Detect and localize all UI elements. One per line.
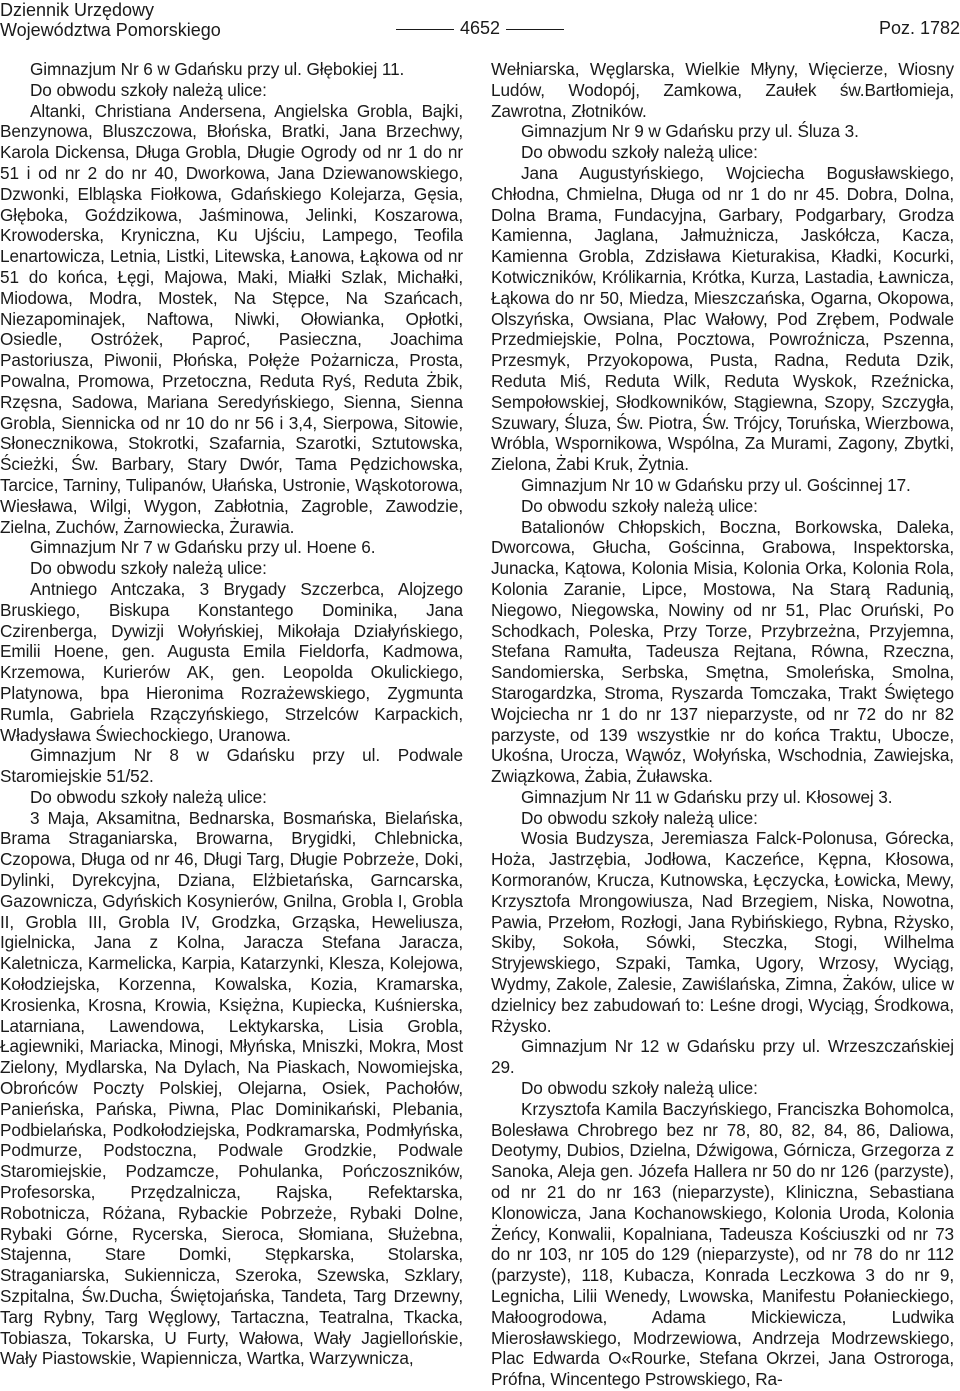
page-number-dash-right [506, 29, 564, 30]
school-8-streets: 3 Maja, Aksamitna, Bednarska, Bosmańska, Bielańska, Brama Straganiarska, Browarna, Brygidki, Chlebnicka, Czopowa, Długa od nr 46, Długi Targ, Długie Pobrzeże, Doki, Dylinki, Dyrekcyjna, Dziana, Elżbietańska, Garncarska, Gazownicza, Gdyńskich Kosynierów, Gnilna, Grobla I, Grobla II, Grobla III, Grobla IV, Grodzka, Grząska, Heweliusza, Igielnicka, Jana z Kolna, Jaracza Stefana Jaracza, Kaletnicza, Karmelicka, Karpia, Katarzynki, Klesza, Kolejowa, Kołodziejska, Korzenna, Kowalska, Kozia, Kramarska, Krosienka, Krosna, Krowia, Księżna, Kupiecka, Kuśnierska, Latarniana, Lawendowa, Lektykarska, Lisia Grobla, Łagiewniki, Mariacka, Minogi, Młyńska, Mniszki, Mokra, Most Zielony, Mydlarska, Na Dylach, Na Piaskach, Nowomiejska, Obrońców Poczty Polskiej, Olejarna, Osiek, Pachołów, Panieńska, Pańska, Piwna, Plac Dominikański, Plebania, Podbielańska, Podkołodziejska, Podkramarska, Podmłyńska, Podmurze, Podstoczna, Podwale Grodzkie, Podwale Staromiejskie, Podzamcze, Pohulanka, Pończoszników, Profesorska, Przędzalnicza, Rajska, Refektarska, Robotnicza, Różana, Rybackie Pobrzeże, Rybaki Dolne, Rybaki Górne, Rycerska, Sieroca, Słomiana, Służebna, Stajenna, Stare Domki, Stępkarska, Stolarska, Straganiarska, Sukiennicza, Szeroka, Szewska, Szklary, Szpitalna, Św.Ducha, Świętojańska, Tandeta, Targ Drzewny, Targ Rybny, Targ Węglowy, Tartaczna, Teatralna, Tkacka, Tobiasza, Tokarska, U Furty, Wałowa, Wały Jagiellońskie, Wały Piastowskie, Wapiennicza, Wartka, Warzywnicza, [0, 807, 463, 1369]
school-10-title: Gimnazjum Nr 10 w Gdańsku przy ul. Gościnnej 17. [521, 474, 911, 495]
school-11-title: Gimnazjum Nr 11 w Gdańsku przy ul. Kłosowej 3. [521, 786, 893, 807]
right-column [491, 59, 954, 1389]
school-7-title: Gimnazjum Nr 7 w Gdańsku przy ul. Hoene 6. [30, 537, 376, 558]
school-9-streets: Jana Augustyńskiego, Wojciecha Bogusławskiego, Chłodna, Chmielna, Długa od nr 1 do nr 45. Dobra, Dolna, Dolna Brama, Fundacyjna, Garbary, Podgarbary, Grodza Kamienna, Jaglana, Jałmużnicza, Jaskółcza, Kacza, Kamienna Grobla, Zdzisława Kieturakisa, Kładki, Kocurki, Kotwiczników, Królikarnia, Krótka, Kurza, Lastadia, Ławnicza, Łąkowa do nr 50, Miedza, Mieszczańska, Ogarna, Okopowa, Olszyńska, Owsiana, Plac Wałowy, Pod Zrębem, Podwale Przedmiejskie, Polna, Pocztowa, Powroźnicza, Pszenna, Przesmyk, Przyokopowa, Pusta, Radna, Reduta Dzik, Reduta Miś, Reduta Wilk, Reduta Wyskok, Rzeźnicka, Sempołowskiej, Słodkowników, Stągiewna, Szopy, Szczygła, Szuwary, Śluza, Św. Piotra, Św. Trójcy, Toruńska, Wierzbowa, Wróbla, Wspornikowa, Wspólna, Za Murami, Zagony, Zbytki, Zielona, Żabi Kruk, Żytnia. [491, 162, 954, 475]
school-9-title: Gimnazjum Nr 9 w Gdańsku przy ul. Śluza 3. [521, 121, 859, 142]
school-6-streets: Altanki, Christiana Andersena, Angielska Grobla, Bajki, Benzynowa, Bluszczowa, Błońska, Bratki, Jana Brzechwy, Karola Dickensa, Długa Grobla, Długie Ogrody od nr 1 do nr 51 i od nr 2 do nr 40, Dworkowa, Jana Dziewanowskiego, Dzwonki, Elbląska Fiołkowa, Gdańskiego Kolejarza, Gęsia, Głęboka, Goździkowa, Jaśminowa, Jelinki, Koszarowa, Krowoderska, Kryniczna, Ku Ujściu, Lampego, Teofila Lenartowicza, Letnia, Listki, Litewska, Łanowa, Łąkowa od nr 51 do końca, Łęgi, Majowa, Maki, Miałki Szlak, Michałki, Miodowa, Modra, Mostek, Na Stępce, Na Szańcach, Niezapominajek, Naftowa, Niwki, Ołowianka, Opłotki, Osiedle, Ostróżek, Paproć, Pasieczna, Joachima Pastoriusza, Piwonii, Płońska, Połęże Pożarnicza, Prosta, Powalna, Promowa, Przetoczna, Reduta Ryś, Reduta Żbik, Rzęsna, Sadowa, Mariana Seredyńskiego, Sienna, Sienna Grobla, Siennicka od nr 10 do nr 56 i 3,4, Sierpowa, Sitowie, Słonecznikowa, Stokrotki, Szafarnia, Szarotki, Sztutowska, Ścieżki, Św. Barbary, Stary Dwór, Tama Pędzichowska, Tarcice, Tarniny, Tulipanów, Ułańska, Ustronie, Wąskotorowa, Wiesława, Wilgi, Wygon, Zabłotnia, Zagroble, Zawodzie, Zielna, Zuchów, Żarnowiecka, Żurawia. [0, 100, 463, 537]
school-11-streets: Wosia Budzysza, Jeremiasza Falck-Polonusa, Górecka, Hoża, Jastrzębia, Jodłowa, Kaczeńce, Kępna, Kłosowa, Kormoranów, Krucza, Kutnowska, Łęczycka, Łowicka, Mewy, Krzysztofa Mrongowiusza, Nad Brzegiem, Niska, Nowotna, Pawia, Przełom, Rozłogi, Jana Rybińskiego, Rybna, Rżysko, Skiby, Sokoła, Sówki, Steczka, Stogi, Wilhelma Stryjewskiego, Szpaki, Tamka, Ugory, Wrzosy, Wyciąg, Wydmy, Zakole, Zalesie, Zawiślańska, Zimna, Żaków, ulice w dzielnicy bez zabudowań to: Leśne drogi, Wyciąg, Środkowa, Rżysko. [491, 828, 954, 1036]
left-column [0, 59, 463, 1389]
school-11-intro: Do obwodu szkoły należą ulice: [521, 807, 758, 828]
school-6-title: Gimnazjum Nr 6 w Gdańsku przy ul. Głębokiej 11. [30, 59, 405, 79]
school-7-streets: Antniego Antczaka, 3 Brygady Szczerbca, Alojzego Bruskiego, Biskupa Konstantego Dominika, Jana Czirenberga, Dywizji Wołyńskiej, Mikołaja Działyńskiego, Emilii Hoene, gen. Augusta Emila Fieldorfa, Kadmowa, Krzemowa, Kurierów AK, gen. Leopolda Okulickiego, Platynowa, bpa Hieronima Rozrażewskiego, Zygmunta Rumla, Gabriela Rzączyńskiego, Strzelców Karpackich, Władysława Świechockiego, Uranowa. [0, 578, 463, 745]
school-10-streets: Batalionów Chłopskich, Boczna, Borkowska, Daleka, Dworcowa, Głucha, Gościnna, Grabowa, Inspektorska, Junacka, Kątowa, Kolonia Misia, Kolonia Orka, Kolonia Rola, Kolonia Zaranie, Lipce, Mostowa, Na Starą Radunią, Niegowo, Niegowska, Nowiny od nr 51, Plac Oruński, Po Schodkach, Poleska, Przy Torze, Przybrzeżna, Przyjemna, Stefana Ramułta, Tadeusza Rejtana, Równa, Rzeczna, Sandomierska, Serbska, Smętna, Smoleńska, Smolna, Starogardzka, Stroma, Ryszarda Tomczaka, Trakt Świętego Wojciecha nr 1 do nr 137 nieparzyste, od nr 72 do nr 82 parzyste, od 139 wszystkie nr do końca Traktu, Ubocze, Ukośna, Urocza, Wąwóz, Wołyńska, Wschodnia, Zawiejska, Związkowa, Żabia, Żuławska. [491, 516, 954, 787]
school-12-title: Gimnazjum Nr 12 w Gdańsku przy ul. Wrzeszczańskiej 29. [491, 1036, 954, 1078]
page-number-dash-left [396, 29, 454, 30]
school-12-streets: Krzysztofa Kamila Baczyńskiego, Franciszka Bohomolca, Bolesława Chrobrego bez nr 78, 80, 82, 84, 86, Daliowa, Deotymy, Dubios, Dzielna, Dźwigowa, Górnicza, Grzegorza z Sanoka, Aleja gen. Józefa Hallera nr 50 do nr 126 (parzyste), od nr 21 do nr 163 (nieparzyste), Kliniczna, Sebastiana Klonowicza, Jana Kochanowskiego, Kolonia Uroda, Kolonia Żeńcy, Konwalii, Kopalniana, Tadeusza Kościuszki od nr 73 do nr 103, nr 105 do 129 (nieparzyste), od nr 78 do nr 112 (parzyste), 118, Kubacza, Konrada Leczkowa 3 do nr 9, Legnicha, Lilii Wenedy, Lwowska, Manifestu Połanieckiego, Małoogrodowa, Adama Mickiewicza, Ludwika Mierosławskiego, Modrzewiowa, Andrzeja Modrzewskiego, Plac Edwarda O«Rourke, Stefana Okrzei, Jana Ostroroga, Prófna, Wincentego Pstrowskiego, Ra- [491, 1098, 954, 1389]
school-12-intro: Do obwodu szkoły należą ulice: [521, 1078, 758, 1099]
page-number-block [0, 18, 960, 38]
journal-title-line2: Województwa Pomorskiego [0, 20, 221, 40]
school-9-intro: Do obwodu szkoły należą ulice: [521, 142, 758, 163]
journal-title-line1: Dziennik Urzędowy [0, 0, 155, 20]
school-10-intro: Do obwodu szkoły należą ulice: [521, 495, 758, 516]
school-6-intro: Do obwodu szkoły należą ulice: [30, 79, 267, 100]
school-8-intro: Do obwodu szkoły należą ulice: [30, 786, 267, 807]
page-number: 4652 [459, 18, 501, 38]
position-number: Poz. 1782 [878, 18, 960, 38]
page-header [0, 0, 960, 44]
school-7-intro: Do obwodu szkoły należą ulice: [30, 558, 267, 579]
school-8-title: Gimnazjum Nr 8 w Gdańsku przy ul. Podwale Staromiejskie 51/52. [0, 745, 463, 787]
school-8-streets-continued: Wełniarska, Węglarska, Wielkie Młyny, Więcierze, Wiosny Ludów, Wodopój, Zamkowa, Zaułek św.Bartłomieja, Zawrotna, Złotników. [491, 59, 954, 121]
